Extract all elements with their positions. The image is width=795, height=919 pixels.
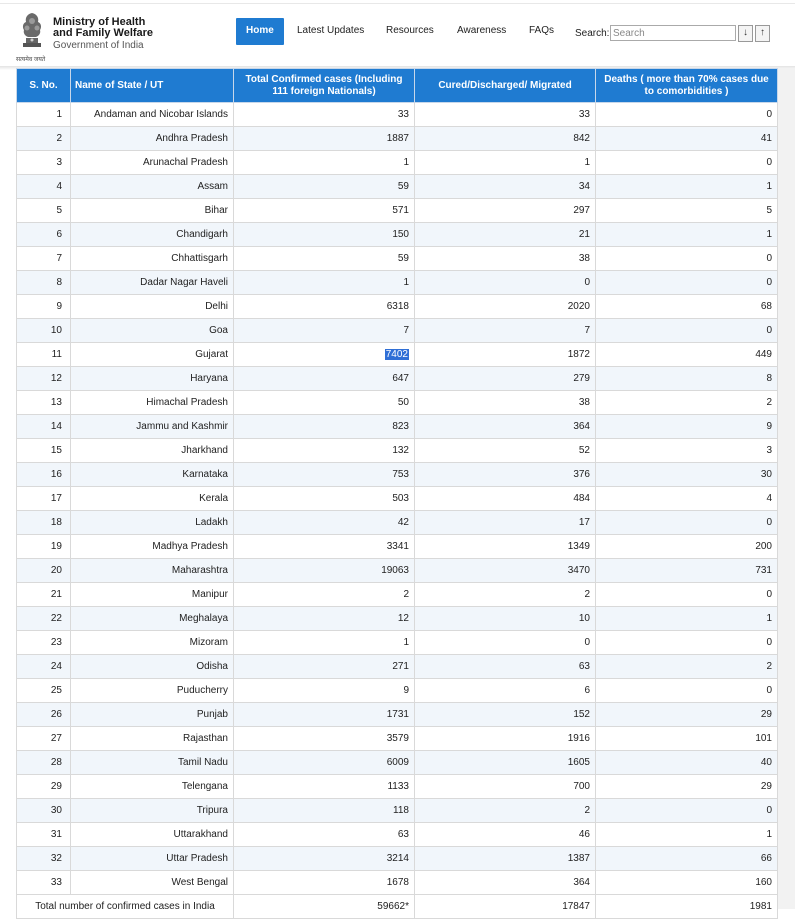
- cell-confirmed: 42: [234, 511, 415, 535]
- search-input[interactable]: [610, 25, 736, 41]
- header-confirmed-cases[interactable]: Total Confirmed cases (Including 111 foreign Nationals): [234, 69, 415, 103]
- cell-deaths: 8: [596, 367, 778, 391]
- cell-serial-number: 7: [17, 247, 71, 271]
- table-total-row: [17, 895, 778, 919]
- cell-cured: 376: [415, 463, 596, 487]
- cell-state-name: Delhi: [71, 295, 234, 319]
- cell-state-name: Haryana: [71, 367, 234, 391]
- cell-deaths: 29: [596, 775, 778, 799]
- cell-deaths: 0: [596, 271, 778, 295]
- table-row: [17, 799, 778, 823]
- table-row: [17, 511, 778, 535]
- cell-confirmed: 19063: [234, 559, 415, 583]
- cell-state-name: Jharkhand: [71, 439, 234, 463]
- cell-state-name: Jammu and Kashmir: [71, 415, 234, 439]
- cell-confirmed: 1: [234, 631, 415, 655]
- cell-deaths: 9: [596, 415, 778, 439]
- cell-confirmed: 6318: [234, 295, 415, 319]
- table-row: [17, 343, 778, 367]
- cell-state-name: Himachal Pradesh: [71, 391, 234, 415]
- nav-resources[interactable]: Resources: [386, 25, 434, 36]
- cell-deaths: 0: [596, 103, 778, 127]
- cell-confirmed: 50: [234, 391, 415, 415]
- cell-cured: 0: [415, 631, 596, 655]
- cell-cured: 1349: [415, 535, 596, 559]
- cell-cured: 6: [415, 679, 596, 703]
- cell-serial-number: 27: [17, 727, 71, 751]
- cell-cured: 63: [415, 655, 596, 679]
- cell-cured: 1387: [415, 847, 596, 871]
- cell-deaths: 3: [596, 439, 778, 463]
- table-row: [17, 679, 778, 703]
- emblem-caption: सत्यमेव जयते: [16, 57, 46, 63]
- table-row: [17, 175, 778, 199]
- cell-state-name: Tamil Nadu: [71, 751, 234, 775]
- cell-cured: 52: [415, 439, 596, 463]
- state-cases-table-container: [16, 68, 777, 919]
- cell-deaths: 0: [596, 799, 778, 823]
- cell-state-name: Chhattisgarh: [71, 247, 234, 271]
- cell-serial-number: 29: [17, 775, 71, 799]
- cell-serial-number: 20: [17, 559, 71, 583]
- cell-serial-number: 32: [17, 847, 71, 871]
- cell-state-name: Dadar Nagar Haveli: [71, 271, 234, 295]
- cell-cured: 1605: [415, 751, 596, 775]
- cell-confirmed: 63: [234, 823, 415, 847]
- table-header-row: [17, 69, 778, 103]
- national-emblem-icon: [17, 9, 47, 53]
- nav-home[interactable]: Home: [236, 18, 284, 45]
- table-row: [17, 871, 778, 895]
- cell-deaths: 0: [596, 319, 778, 343]
- cell-cured: 17: [415, 511, 596, 535]
- cell-confirmed: 59: [234, 247, 415, 271]
- cell-confirmed: 9: [234, 679, 415, 703]
- cell-deaths: 2: [596, 391, 778, 415]
- table-row: [17, 535, 778, 559]
- cell-deaths: 0: [596, 511, 778, 535]
- cell-deaths: 1: [596, 175, 778, 199]
- header-deaths[interactable]: Deaths ( more than 70% cases due to comorbidities ): [596, 69, 778, 103]
- cell-deaths: 1: [596, 223, 778, 247]
- cell-confirmed: 753: [234, 463, 415, 487]
- cell-serial-number: 22: [17, 607, 71, 631]
- table-row: [17, 607, 778, 631]
- cell-confirmed: 118: [234, 799, 415, 823]
- cell-deaths: 0: [596, 583, 778, 607]
- cell-confirmed: 823: [234, 415, 415, 439]
- cell-cured: 7: [415, 319, 596, 343]
- cell-confirmed: 59: [234, 175, 415, 199]
- cell-cured: 0: [415, 271, 596, 295]
- cell-cured: 33: [415, 103, 596, 127]
- table-row: [17, 391, 778, 415]
- state-cases-table: [16, 68, 778, 919]
- table-row: [17, 751, 778, 775]
- ministry-name[interactable]: [53, 17, 153, 39]
- cell-confirmed: 132: [234, 439, 415, 463]
- cell-cured: 2: [415, 799, 596, 823]
- cell-state-name: Andhra Pradesh: [71, 127, 234, 151]
- table-row: [17, 367, 778, 391]
- cell-cured: 1: [415, 151, 596, 175]
- table-row: [17, 223, 778, 247]
- cell-cured: 34: [415, 175, 596, 199]
- table-row: [17, 295, 778, 319]
- table-row: [17, 703, 778, 727]
- cell-state-name: Chandigarh: [71, 223, 234, 247]
- table-row: [17, 319, 778, 343]
- cell-state-name: Karnataka: [71, 463, 234, 487]
- cell-cured: 700: [415, 775, 596, 799]
- cell-state-name: Mizoram: [71, 631, 234, 655]
- cell-serial-number: 26: [17, 703, 71, 727]
- table-row: [17, 247, 778, 271]
- cell-cured: 10: [415, 607, 596, 631]
- cell-cured: 2: [415, 583, 596, 607]
- cell-serial-number: 17: [17, 487, 71, 511]
- cell-state-name: Punjab: [71, 703, 234, 727]
- cell-state-name: Gujarat: [71, 343, 234, 367]
- cell-cured: 364: [415, 871, 596, 895]
- nav-awareness[interactable]: Awareness: [457, 25, 507, 36]
- total-confirmed: 59662*: [234, 895, 415, 919]
- cell-serial-number: 19: [17, 535, 71, 559]
- cell-serial-number: 6: [17, 223, 71, 247]
- table-row: [17, 631, 778, 655]
- table-row: [17, 127, 778, 151]
- cell-confirmed: 3341: [234, 535, 415, 559]
- search-label: Search:: [575, 28, 610, 39]
- cell-serial-number: 33: [17, 871, 71, 895]
- cell-deaths: 1: [596, 607, 778, 631]
- cell-state-name: Meghalaya: [71, 607, 234, 631]
- cell-cured: 152: [415, 703, 596, 727]
- cell-deaths: 0: [596, 151, 778, 175]
- cell-deaths: 68: [596, 295, 778, 319]
- cell-state-name: Telengana: [71, 775, 234, 799]
- table-row: [17, 775, 778, 799]
- header-serial-number[interactable]: S. No.: [17, 69, 71, 103]
- cell-state-name: Uttarakhand: [71, 823, 234, 847]
- cell-state-name: Madhya Pradesh: [71, 535, 234, 559]
- table-row: [17, 727, 778, 751]
- cell-state-name: Maharashtra: [71, 559, 234, 583]
- cell-serial-number: 21: [17, 583, 71, 607]
- cell-serial-number: 2: [17, 127, 71, 151]
- cell-confirmed: 1: [234, 271, 415, 295]
- cell-cured: 3470: [415, 559, 596, 583]
- cell-serial-number: 14: [17, 415, 71, 439]
- cell-state-name: Tripura: [71, 799, 234, 823]
- cell-confirmed: 1887: [234, 127, 415, 151]
- cell-confirmed: 6009: [234, 751, 415, 775]
- cell-serial-number: 13: [17, 391, 71, 415]
- cell-cured: 46: [415, 823, 596, 847]
- cell-deaths: 101: [596, 727, 778, 751]
- cell-deaths: 29: [596, 703, 778, 727]
- cell-confirmed: 1: [234, 151, 415, 175]
- page-right-gutter: [777, 68, 795, 909]
- table-row: [17, 415, 778, 439]
- table-row: [17, 199, 778, 223]
- table-row: [17, 103, 778, 127]
- cell-deaths: 0: [596, 631, 778, 655]
- total-deaths: 1981: [596, 895, 778, 919]
- cell-deaths: 41: [596, 127, 778, 151]
- government-label: Government of India: [53, 40, 144, 51]
- cell-serial-number: 5: [17, 199, 71, 223]
- cell-deaths: 449: [596, 343, 778, 367]
- table-row: [17, 847, 778, 871]
- nav-faqs[interactable]: FAQs: [529, 25, 555, 36]
- table-row: [17, 463, 778, 487]
- cell-confirmed: 2: [234, 583, 415, 607]
- cell-deaths: 731: [596, 559, 778, 583]
- cell-deaths: 30: [596, 463, 778, 487]
- cell-state-name: Ladakh: [71, 511, 234, 535]
- table-row: [17, 151, 778, 175]
- cell-cured: 364: [415, 415, 596, 439]
- cell-state-name: Assam: [71, 175, 234, 199]
- cell-state-name: West Bengal: [71, 871, 234, 895]
- cell-serial-number: 25: [17, 679, 71, 703]
- cell-confirmed: 3214: [234, 847, 415, 871]
- site-header: [0, 0, 795, 66]
- cell-confirmed: 271: [234, 655, 415, 679]
- ministry-name-line1: Ministry of Health: [53, 16, 146, 28]
- cell-confirmed: 647: [234, 367, 415, 391]
- table-row: [17, 655, 778, 679]
- cell-deaths: 4: [596, 487, 778, 511]
- cell-state-name: Uttar Pradesh: [71, 847, 234, 871]
- cell-confirmed: 33: [234, 103, 415, 127]
- cell-confirmed: 12: [234, 607, 415, 631]
- cell-serial-number: 9: [17, 295, 71, 319]
- header-state-name[interactable]: Name of State / UT: [71, 69, 234, 103]
- table-row: [17, 583, 778, 607]
- cell-confirmed: 1133: [234, 775, 415, 799]
- cell-deaths: 40: [596, 751, 778, 775]
- cell-state-name: Rajasthan: [71, 727, 234, 751]
- cell-serial-number: 10: [17, 319, 71, 343]
- cell-confirmed: 1678: [234, 871, 415, 895]
- cell-serial-number: 24: [17, 655, 71, 679]
- sort-down-button[interactable]: ↓: [738, 25, 753, 42]
- selected-text: 7402: [385, 349, 408, 360]
- cell-state-name: Goa: [71, 319, 234, 343]
- cell-serial-number: 28: [17, 751, 71, 775]
- cell-cured: 1916: [415, 727, 596, 751]
- cell-deaths: 66: [596, 847, 778, 871]
- cell-confirmed: 150: [234, 223, 415, 247]
- cell-cured: 38: [415, 247, 596, 271]
- cell-serial-number: 4: [17, 175, 71, 199]
- cell-deaths: 0: [596, 247, 778, 271]
- cell-cured: 21: [415, 223, 596, 247]
- cell-serial-number: 12: [17, 367, 71, 391]
- header-cured[interactable]: Cured/Discharged/ Migrated: [415, 69, 596, 103]
- cell-state-name: Bihar: [71, 199, 234, 223]
- cell-serial-number: 8: [17, 271, 71, 295]
- table-body: [17, 103, 778, 895]
- cell-cured: 1872: [415, 343, 596, 367]
- cell-cured: 279: [415, 367, 596, 391]
- cell-deaths: 160: [596, 871, 778, 895]
- cell-confirmed: 1731: [234, 703, 415, 727]
- cell-confirmed: 571: [234, 199, 415, 223]
- cell-confirmed: 7: [234, 319, 415, 343]
- total-cured: 17847: [415, 895, 596, 919]
- cell-cured: 2020: [415, 295, 596, 319]
- cell-cured: 297: [415, 199, 596, 223]
- cell-deaths: 0: [596, 679, 778, 703]
- cell-serial-number: 15: [17, 439, 71, 463]
- cell-serial-number: 31: [17, 823, 71, 847]
- cell-serial-number: 18: [17, 511, 71, 535]
- cell-confirmed: 3579: [234, 727, 415, 751]
- cell-state-name: Kerala: [71, 487, 234, 511]
- cell-serial-number: 30: [17, 799, 71, 823]
- cell-cured: 842: [415, 127, 596, 151]
- cell-serial-number: 16: [17, 463, 71, 487]
- cell-serial-number: 1: [17, 103, 71, 127]
- cell-deaths: 1: [596, 823, 778, 847]
- table-row: [17, 439, 778, 463]
- table-row: [17, 823, 778, 847]
- table-row: [17, 271, 778, 295]
- cell-serial-number: 3: [17, 151, 71, 175]
- cell-deaths: 2: [596, 655, 778, 679]
- table-row: [17, 487, 778, 511]
- cell-state-name: Odisha: [71, 655, 234, 679]
- cell-confirmed: [234, 343, 415, 367]
- cell-serial-number: 23: [17, 631, 71, 655]
- cell-state-name: Manipur: [71, 583, 234, 607]
- cell-serial-number: 11: [17, 343, 71, 367]
- ministry-name-line2: and Family Welfare: [53, 27, 154, 39]
- cell-state-name: Puducherry: [71, 679, 234, 703]
- total-label: Total number of confirmed cases in India: [17, 895, 234, 919]
- cell-deaths: 5: [596, 199, 778, 223]
- cell-deaths: 200: [596, 535, 778, 559]
- nav-latest-updates[interactable]: Latest Updates: [297, 25, 365, 36]
- cell-cured: 38: [415, 391, 596, 415]
- table-row: [17, 559, 778, 583]
- cell-confirmed: 503: [234, 487, 415, 511]
- cell-state-name: Arunachal Pradesh: [71, 151, 234, 175]
- cell-cured: 484: [415, 487, 596, 511]
- sort-up-button[interactable]: ↑: [755, 25, 770, 42]
- cell-state-name: Andaman and Nicobar Islands: [71, 103, 234, 127]
